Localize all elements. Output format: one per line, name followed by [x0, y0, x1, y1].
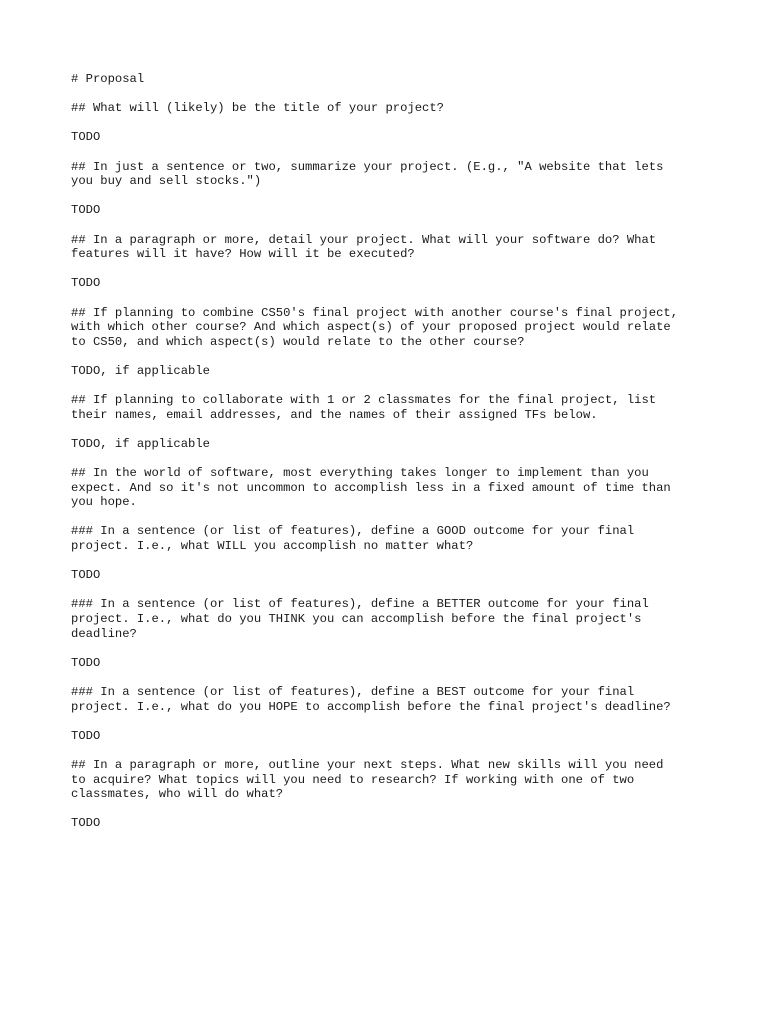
doc-line-question: you hope. — [71, 495, 137, 510]
doc-line-question: features will it have? How will it be executed? — [71, 247, 415, 262]
doc-line-answer: TODO — [71, 130, 101, 145]
doc-line-answer: TODO — [71, 655, 101, 670]
blank-line — [71, 218, 711, 233]
doc-line-question: ## If planning to collaborate with 1 or 2 classmates for the final project, list — [71, 393, 657, 408]
blank-line — [71, 116, 711, 131]
blank-line — [71, 641, 711, 656]
doc-line-question: ## In just a sentence or two, summarize your project. (E.g., "A website that lets — [71, 159, 664, 174]
doc-line-subquestion: project. I.e., what WILL you accomplish no matter what? — [71, 539, 474, 553]
blank-line — [71, 583, 711, 598]
doc-line-answer: TODO — [71, 568, 101, 583]
doc-line-subquestion: project. I.e., what do you HOPE to accomplish before the final project's deadline? — [71, 699, 671, 714]
doc-line-question: ## In the world of software, most everything takes longer to implement than you — [71, 466, 649, 481]
doc-line-answer: TODO — [71, 728, 101, 743]
doc-line-answer: TODO — [71, 816, 101, 831]
doc-line-question: to acquire? What topics will you need to research? If working with one of two — [71, 772, 635, 787]
doc-line-subquestion: project. I.e., what do you THINK you can accomplish before the final project's — [71, 611, 642, 626]
blank-line — [71, 87, 711, 102]
blank-line — [71, 510, 711, 525]
blank-line — [71, 743, 711, 758]
doc-line-question: with which other course? And which aspect(s) of your proposed project would relate — [71, 320, 671, 335]
blank-line — [71, 291, 711, 306]
blank-line — [71, 422, 711, 437]
blank-line — [71, 554, 711, 569]
doc-line-subquestion: ### In a sentence (or list of features), define a BETTER outcome for your final — [71, 597, 649, 612]
doc-line-answer: TODO, if applicable — [71, 436, 210, 451]
blank-line — [71, 189, 711, 204]
blank-line — [71, 714, 711, 729]
doc-line-answer: TODO, if applicable — [71, 363, 210, 378]
blank-line — [71, 349, 711, 364]
doc-line-subquestion: ### In a sentence (or list of features), define a BEST outcome for your final — [71, 684, 635, 699]
doc-line-question: ## If planning to combine CS50's final project with another course's final project, — [71, 305, 679, 320]
blank-line — [71, 451, 711, 466]
blank-line — [71, 262, 711, 277]
doc-line-question: ## In a paragraph or more, detail your project. What will your software do? What — [71, 232, 657, 247]
document-page — [71, 72, 711, 831]
doc-line-answer: TODO — [71, 276, 101, 291]
doc-line-question: to CS50, and which aspect(s) would relate to the other course? — [71, 334, 525, 349]
blank-line — [71, 670, 711, 685]
doc-line-subquestion: deadline? — [71, 626, 137, 641]
doc-line-heading: # Proposal — [71, 72, 145, 86]
blank-line — [71, 145, 711, 160]
doc-line-answer: TODO — [71, 203, 101, 218]
doc-line-question: expect. And so it's not uncommon to accomplish less in a fixed amount of time than — [71, 480, 671, 495]
doc-line-question: ## What will (likely) be the title of your project? — [71, 101, 444, 116]
doc-line-question: classmates, who will do what? — [71, 787, 284, 802]
blank-line — [71, 802, 711, 817]
blank-line — [71, 378, 711, 393]
doc-line-question: you buy and sell stocks.") — [71, 174, 262, 189]
doc-line-subquestion: ### In a sentence (or list of features), define a GOOD outcome for your final — [71, 524, 635, 539]
doc-line-question: their names, email addresses, and the names of their assigned TFs below. — [71, 407, 598, 422]
doc-line-question: ## In a paragraph or more, outline your next steps. What new skills will you need — [71, 757, 664, 772]
